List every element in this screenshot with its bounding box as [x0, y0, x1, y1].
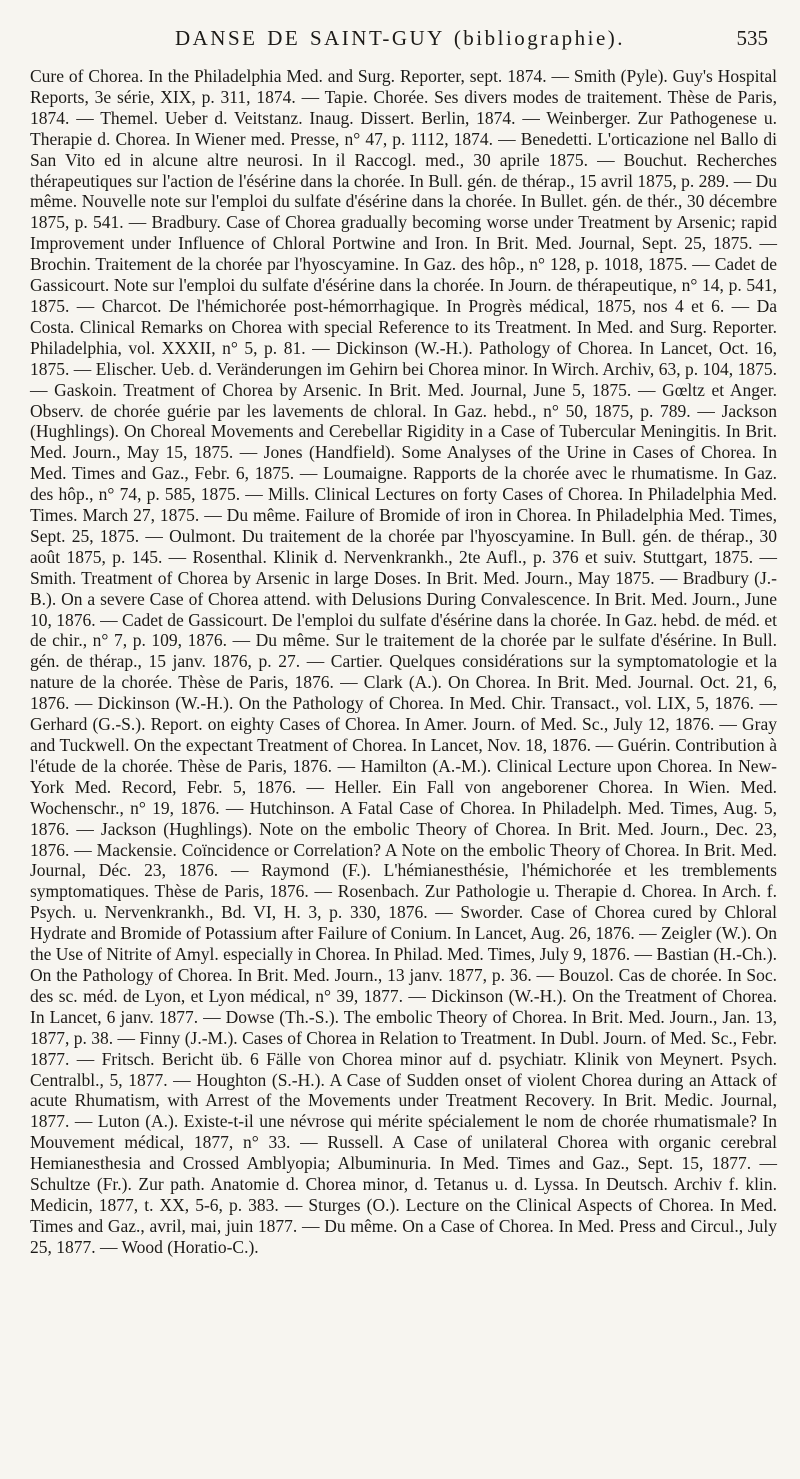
bibliography-text	[30, 66, 777, 1258]
page-number: 535	[736, 26, 768, 50]
running-title: DANSE DE SAINT-GUY (bibliographie).	[174, 26, 626, 50]
page-header	[0, 26, 800, 56]
bibliography-paragraph: Cure of Chorea. In the Philadelphia Med. and Surg. Reporter, sept. 1874. — Smith (Pyle). Guy's Hospital Reports, 3e série, XIX, p. 311, 1874. — Tapie. Chorée. Ses divers modes de traitement. Thèse de Paris, 1874. — Themel. Ueber d. Veitstanz. Inaug. Dissert. Berlin, 1874. — Weinberger. Zur Pathogenese u. Therapie d. Chorea. In Wiener med. Presse, n° 47, p. 1112, 1874. — Benedetti. L'orticazione nel Ballo di San Vito ed in alcune altre neurosi. In il Raccogl. med., 30 aprile 1875. — Bouchut. Recherches thérapeutiques sur l'action de l'ésérine dans la chorée. In Bull. gén. de thérap., 15 avril 1875, p. 289. — Du même. Nouvelle note sur l'emploi du sulfate d'ésérine dans la chorée. In Bullet. gén. de thér., 30 décembre 1875, p. 541. — Bradbury. Case of Chorea gradually becoming worse under Treatment by Arsenic; rapid Improvement under Influence of Chloral Portwine and Iron. In Brit. Med. Journal, Sept. 25, 1875. — Brochin. Traitement de la chorée par l'hyoscyamine. In Gaz. des hôp., n° 128, p. 1018, 1875. — Cadet de Gassicourt. Note sur l'emploi du sulfate d'ésérine dans la chorée. In Journ. de thérapeutique, n° 14, p. 541, 1875. — Charcot. De l'hémichorée post-hémorrhagique. In Progrès médical, 1875, nos 4 et 6. — Da Costa. Clinical Remarks on Chorea with special Reference to its Treatment. In Med. and Surg. Reporter. Philadelphia, vol. XXXII, n° 5, p. 81. — Dickinson (W.-H.). Pathology of Chorea. In Lancet, Oct. 16, 1875. — Elischer. Ueb. d. Veränderungen im Gehirn bei Chorea minor. In Wirch. Archiv, 63, p. 104, 1875. — Gaskoin. Treatment of Chorea by Arsenic. In Brit. Med. Journal, June 5, 1875. — Gœltz et Anger. Observ. de chorée guérie par les lavements de chloral. In Gaz. hebd., n° 50, 1875, p. 789. — Jackson (Hughlings). On Choreal Movements and Cerebellar Rigidity in a Case of Tubercular Meningitis. In Brit. Med. Journ., May 15, 1875. — Jones (Handfield). Some Analyses of the Urine in Cases of Chorea. In Med. Times and Gaz., Febr. 6, 1875. — Loumaigne. Rapports de la chorée avec le rhumatisme. In Gaz. des hôp., n° 74, p. 585, 1875. — Mills. Clinical Lectures on forty Cases of Chorea. In Philadelphia Med. Times. March 27, 1875. — Du même. Failure of Bromide of iron in Chorea. In Philadelphia Med. Times, Sept. 25, 1875. — Oulmont. Du traitement de la chorée par l'hyoscyamine. In Bull. gén. de thérap., 30 août 1875, p. 145. — Rosenthal. Klinik d. Nervenkrankh., 2te Aufl., p. 376 et suiv. Stuttgart, 1875. — Smith. Treatment of Chorea by Arsenic in large Doses. In Brit. Med. Journ., May 1875. — Bradbury (J.-B.). On a severe Case of Chorea attend. with Delusions During Convalescence. In Brit. Med. Journ., June 10, 1876. — Cadet de Gassicourt. De l'emploi du sulfate d'ésérine dans la chorée. In Gaz. hebd. de méd. et de chir., n° 7, p. 109, 1876. — Du même. Sur le traitement de la chorée par le sulfate d'ésérine. In Bull. gén. de thérap., 15 janv. 1876, p. 27. — Cartier. Quelques considérations sur la symptomatologie et la nature de la chorée. Thèse de Paris, 1876. — Clark (A.). On Chorea. In Brit. Med. Journal. Oct. 21, 6, 1876. — Dickinson (W.-H.). On the Pathology of Chorea. In Med. Chir. Transact., vol. LIX, 5, 1876. — Gerhard (G.-S.). Report. on eighty Cases of Chorea. In Amer. Journ. of Med. Sc., July 12, 1876. — Gray and Tuckwell. On the expectant Treatment of Chorea. In Lancet, Nov. 18, 1876. — Guérin. Contribution à l'étude de la chorée. Thèse de Paris, 1876. — Hamilton (A.-M.). Clinical Lecture upon Chorea. In New-York Med. Record, Febr. 5, 1876. — Heller. Ein Fall von angeborener Chorea. In Wien. Med. Wochenschr., n° 19, 1876. — Hutchinson. A Fatal Case of Chorea. In Philadelph. Med. Times, Aug. 5, 1876. — Jackson (Hughlings). Note on the embolic Theory of Chorea. In Brit. Med. Journ., Dec. 23, 1876. — Mackensie. Coïncidence or Correlation? A Note on the embolic Theory of Chorea. In Brit. Med. Journal, Déc. 23, 1876. — Raymond (F.). L'hémianesthésie, l'hémichorée et les tremblements symptomatiques. Thèse de Paris, 1876. — Rosenbach. Zur Pathologie u. Therapie d. Chorea. In Arch. f. Psych. u. Nervenkrankh., Bd. VI, H. 3, p. 330, 1876. — Sworder. Case of Chorea cured by Chloral Hydrate and Bromide of Potassium after Failure of Conium. In Lancet, Aug. 26, 1876. — Zeigler (W.). On the Use of Nitrite of Amyl. especially in Chorea. In Philad. Med. Times, July 9, 1876. — Bastian (H.-Ch.). On the Pathology of Chorea. In Brit. Med. Journ., 13 janv. 1877, p. 36. — Bouzol. Cas de chorée. In Soc. des sc. méd. de Lyon, et Lyon médical, n° 39, 1877. — Dickinson (W.-H.). On the Treatment of Chorea. In Lancet, 6 janv. 1877. — Dowse (Th.-S.). The embolic Theory of Chorea. In Brit. Med. Journ., Jan. 13, 1877, p. 38. — Finny (J.-M.). Cases of Chorea in Relation to Treatment. In Dubl. Journ. of Med. Sc., Febr. 1877. — Fritsch. Bericht üb. 6 Fälle von Chorea minor auf d. psychiatr. Klinik von Meynert. Psych. Centralbl., 5, 1877. — Houghton (S.-H.). A Case of Sudden onset of violent Chorea during an Attack of acute Rhumatism, with Arrest of the Movements under Treatment Recovery. In Brit. Medic. Journal, 1877. — Luton (A.). Existe-t-il une névrose qui mérite spécialement le nom de chorée rhumatismale? In Mouvement médical, 1877, n° 33. — Russell. A Case of unilateral Chorea with organic cerebral Hemianesthesia and Crossed Amblyopia; Albuminuria. In Med. Times and Gaz., Sept. 15, 1877. — Schultze (Fr.). Zur path. Anatomie d. Chorea minor, d. Tetanus u. d. Lyssa. In Deutsch. Archiv f. klin. Medicin, 1877, t. XX, 5-6, p. 383. — Sturges (O.). Lecture on the Clinical Aspects of Chorea. In Med. Times and Gaz., avril, mai, juin 1877. — Du même. On a Case of Chorea. In Med. Press and Circul., July 25, 1877. — Wood (Horatio-C.).	[30, 66, 777, 1257]
